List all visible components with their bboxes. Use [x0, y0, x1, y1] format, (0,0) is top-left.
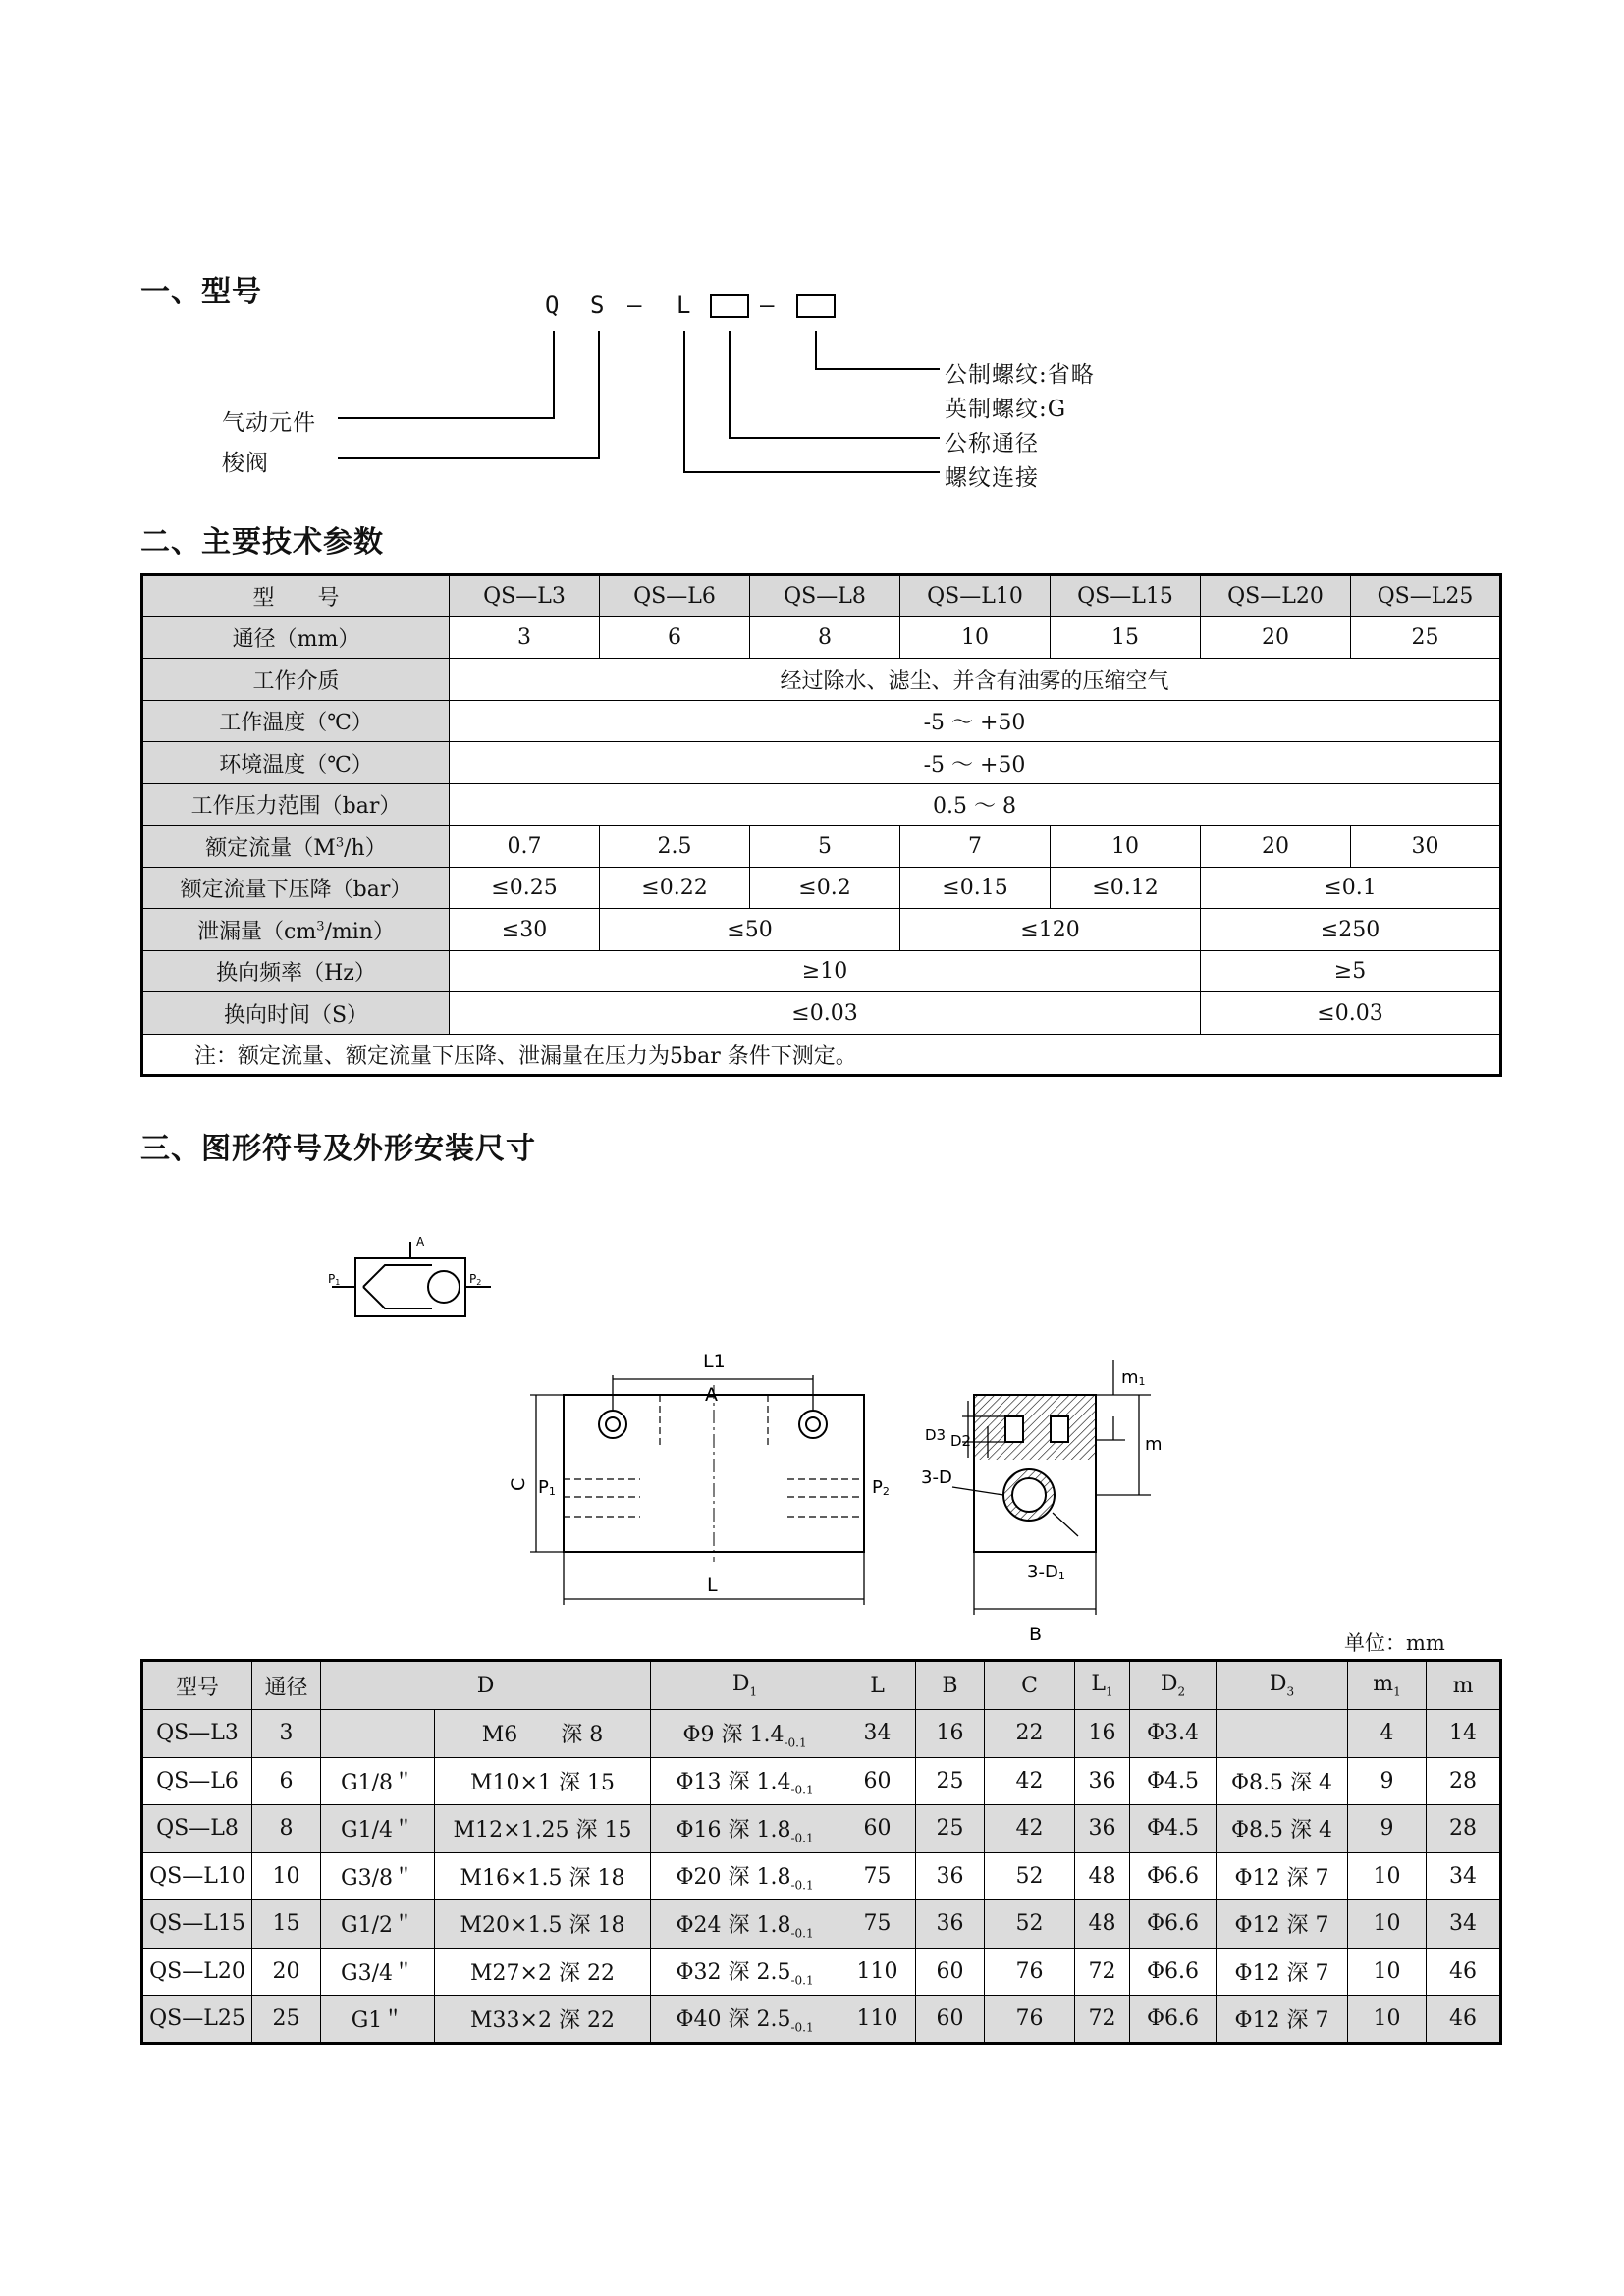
dim-label-3d1-sub: 1: [1057, 1570, 1065, 1582]
cell-d2: Φ4.5: [1130, 1757, 1217, 1805]
value-cell: 25: [1351, 617, 1501, 659]
cell-l: 60: [839, 1805, 916, 1853]
row-label: 环境温度（℃）: [142, 742, 450, 784]
value-cell: ≥10: [450, 951, 1201, 992]
cell-l1: 48: [1075, 1852, 1130, 1900]
cell-model: QS—L25: [142, 1996, 252, 2044]
dim-label-c: C: [508, 1477, 529, 1491]
dimension-table: [140, 1659, 1502, 2045]
cell-l1: 48: [1075, 1900, 1130, 1949]
dim-label-a: A: [705, 1384, 718, 1406]
header-text: D: [1160, 1672, 1178, 1697]
cell-l1: 72: [1075, 1996, 1130, 2044]
table-row: [142, 1948, 1501, 1996]
cell-dm: M27×2 深 22: [435, 1948, 651, 1996]
cell-model: QS—L8: [142, 1805, 252, 1853]
header-cell: [1348, 1661, 1427, 1710]
table-row: [142, 1852, 1501, 1900]
side-counterbore-right: [1051, 1416, 1068, 1442]
symbol-label-p2-main: P: [469, 1272, 477, 1286]
table-row: [142, 868, 1501, 909]
row-label: 换向频率（Hz）: [142, 951, 450, 992]
table-row: [142, 575, 1501, 617]
value-cell: ≤0.2: [750, 868, 900, 909]
cell-text: Φ16 深 1.8: [676, 1817, 791, 1842]
dim-label-p2-main: P: [872, 1477, 883, 1498]
cell-dg: [321, 1710, 435, 1758]
dim-label-l1: L1: [703, 1351, 726, 1372]
value-cell: ≤0.15: [900, 868, 1051, 909]
table-row: [142, 1035, 1501, 1076]
cell-b: 16: [916, 1710, 985, 1758]
table-note: 注：额定流量、额定流量下压降、泄漏量在压力为5bar 条件下测定。: [142, 1035, 1501, 1076]
cell-bore: 6: [252, 1757, 321, 1805]
table-row: [142, 1805, 1501, 1853]
row-label: 换向时间（S）: [142, 992, 450, 1035]
cell-dm: M33×2 深 22: [435, 1996, 651, 2044]
side-port-inner: [1012, 1478, 1046, 1512]
model-cell: QS—L8: [750, 575, 900, 617]
cell-l1: 16: [1075, 1710, 1130, 1758]
cell-text: Φ9 深 1.4: [682, 1722, 785, 1747]
cell-d2: Φ6.6: [1130, 1900, 1217, 1949]
cell-d3: Φ12 深 7: [1217, 1900, 1348, 1949]
cell-b: 25: [916, 1757, 985, 1805]
table-row: [142, 1710, 1501, 1758]
cell-b: 60: [916, 1996, 985, 2044]
cell-text: Φ20 深 1.8: [676, 1865, 791, 1891]
value-cell: ≤120: [900, 909, 1201, 951]
cell-model: QS—L6: [142, 1757, 252, 1805]
bore-code-box: [711, 295, 748, 317]
value-cell: ≤0.22: [600, 868, 750, 909]
label-text: /min）: [324, 919, 395, 944]
value-cell: 0.5 ～ 8: [450, 784, 1501, 826]
leader-line-s: [338, 331, 599, 458]
dim-label-l: L: [707, 1575, 718, 1596]
tolerance-subscript: -0.1: [784, 1735, 807, 1749]
table-row: [142, 784, 1501, 826]
label-nominal-bore: 公称通径: [945, 431, 1039, 456]
cell-l: 110: [839, 1948, 916, 1996]
value-cell: 7: [900, 826, 1051, 868]
dim-label-3d: 3-D: [921, 1468, 952, 1488]
cell-bore: 20: [252, 1948, 321, 1996]
cell-dm: M16×1.5 深 18: [435, 1852, 651, 1900]
cell-m1: 9: [1348, 1757, 1427, 1805]
header-subscript: 1: [1393, 1684, 1401, 1699]
table-row: [142, 742, 1501, 784]
cell-b: 60: [916, 1948, 985, 1996]
cell-dm: M12×1.25 深 15: [435, 1805, 651, 1853]
cell-d1: [651, 1852, 839, 1900]
dim-label-m1-sub: 1: [1138, 1375, 1146, 1388]
cell-d2: Φ6.6: [1130, 1852, 1217, 1900]
tolerance-subscript: -0.1: [790, 1783, 814, 1797]
header-cell: [1130, 1661, 1217, 1710]
value-cell: ≥5: [1201, 951, 1501, 992]
symbol-label-a: A: [416, 1235, 425, 1249]
value-cell: 8: [750, 617, 900, 659]
value-cell: 20: [1201, 617, 1351, 659]
cell-model: QS—L10: [142, 1852, 252, 1900]
value-cell: ≤0.1: [1201, 868, 1501, 909]
cell-d2: Φ6.6: [1130, 1948, 1217, 1996]
cell-dg: G1＂: [321, 1996, 435, 2044]
row-label: 工作压力范围（bar）: [142, 784, 450, 826]
tolerance-subscript: -0.1: [790, 2020, 814, 2035]
label-text: 额定流量（M: [205, 835, 336, 861]
cell-bore: 25: [252, 1996, 321, 2044]
value-cell: 2.5: [600, 826, 750, 868]
cell-dm: M20×1.5 深 18: [435, 1900, 651, 1949]
value-cell: 5: [750, 826, 900, 868]
cell-dg: G3/8＂: [321, 1852, 435, 1900]
cell-text: Φ24 深 1.8: [676, 1912, 791, 1938]
cell-c: 22: [985, 1710, 1075, 1758]
model-cell: QS—L3: [450, 575, 600, 617]
value-cell: ≤250: [1201, 909, 1501, 951]
cell-m: 28: [1427, 1757, 1501, 1805]
label-pneumatic-component: 气动元件: [222, 410, 316, 436]
cell-model: QS—L20: [142, 1948, 252, 1996]
dim-label-p1-sub: 1: [548, 1485, 556, 1498]
cell-dm: M10×1 深 15: [435, 1757, 651, 1805]
table-row: [142, 951, 1501, 992]
header-cell: [651, 1661, 839, 1710]
tech-params-table: [140, 573, 1502, 1077]
code-char-s: S: [590, 292, 605, 319]
model-cell: QS—L10: [900, 575, 1051, 617]
cell-bore: 15: [252, 1900, 321, 1949]
cell-text: Φ40 深 2.5: [676, 2007, 791, 2033]
header-subscript: 1: [1106, 1684, 1113, 1699]
value-cell: ≤50: [600, 909, 900, 951]
row-label: [142, 909, 450, 951]
dimension-table-body: [142, 1710, 1501, 2044]
cell-model: QS—L15: [142, 1900, 252, 1949]
model-cell: QS—L25: [1351, 575, 1501, 617]
mount-hole-left-inner: [606, 1417, 620, 1431]
header-cell: [1217, 1661, 1348, 1710]
cell-c: 76: [985, 1996, 1075, 2044]
dim-label-p1: [538, 1477, 556, 1498]
cell-dg: G1/8＂: [321, 1757, 435, 1805]
header-subscript: 2: [1177, 1684, 1186, 1699]
value-cell: 10: [900, 617, 1051, 659]
table-row: [142, 992, 1501, 1035]
header-cell: D: [321, 1661, 651, 1710]
model-cell: QS—L20: [1201, 575, 1351, 617]
cell-c: 52: [985, 1900, 1075, 1949]
dim-label-b: B: [1029, 1624, 1043, 1645]
cell-d1: [651, 1996, 839, 2044]
value-cell: ≤0.12: [1051, 868, 1201, 909]
dim-label-d3: D3: [925, 1426, 947, 1444]
code-char-dash-2: —: [760, 292, 775, 319]
value-cell: ≤30: [450, 909, 600, 951]
cell-l: 75: [839, 1852, 916, 1900]
symbol-label-p2: [469, 1272, 481, 1287]
cell-m1: 10: [1348, 1948, 1427, 1996]
label-shuttle-valve: 梭阀: [222, 451, 269, 476]
header-text: D: [731, 1672, 750, 1697]
cell-l1: 36: [1075, 1757, 1130, 1805]
value-cell: 30: [1351, 826, 1501, 868]
shuttle-valve-symbol: [324, 1232, 501, 1330]
superscript: 3: [335, 835, 345, 851]
cell-dm: M6 深 8: [435, 1710, 651, 1758]
value-cell: 10: [1051, 826, 1201, 868]
cell-model: QS—L3: [142, 1710, 252, 1758]
tolerance-subscript: -0.1: [790, 1925, 814, 1940]
mount-hole-left: [599, 1411, 626, 1438]
cell-bore: 10: [252, 1852, 321, 1900]
cell-bore: 3: [252, 1710, 321, 1758]
code-char-dash-1: —: [627, 292, 642, 319]
cell-dg: G1/4＂: [321, 1805, 435, 1853]
row-label: 额定流量下压降（bar）: [142, 868, 450, 909]
cell-d3: Φ12 深 7: [1217, 1996, 1348, 2044]
value-cell: ≤0.25: [450, 868, 600, 909]
cell-b: 36: [916, 1852, 985, 1900]
symbol-ball: [428, 1271, 460, 1303]
value-cell: 6: [600, 617, 750, 659]
label-threaded-connection: 螺纹连接: [945, 465, 1039, 491]
dim-label-m1: [1121, 1367, 1146, 1388]
dim-label-3d1-main: 3-D: [1027, 1562, 1058, 1582]
value-cell: 经过除水、滤尘、并含有油雾的压缩空气: [450, 659, 1501, 701]
superscript: 3: [316, 919, 325, 934]
thread-code-box: [797, 295, 835, 317]
cell-d3: Φ12 深 7: [1217, 1852, 1348, 1900]
label-text: /h）: [344, 835, 387, 861]
cell-m: 46: [1427, 1948, 1501, 1996]
cell-l1: 36: [1075, 1805, 1130, 1853]
cell-b: 25: [916, 1805, 985, 1853]
tolerance-subscript: -0.1: [790, 1878, 814, 1893]
value-cell: 0.7: [450, 826, 600, 868]
code-char-q: Q: [545, 292, 560, 319]
cell-c: 42: [985, 1757, 1075, 1805]
cell-c: 42: [985, 1805, 1075, 1853]
value-cell: ≤0.03: [450, 992, 1201, 1035]
cell-d1: [651, 1900, 839, 1949]
header-text: D: [1269, 1672, 1287, 1697]
header-cell: 型号: [142, 1661, 252, 1710]
cell-l1: 72: [1075, 1948, 1130, 1996]
header-text: m: [1373, 1672, 1394, 1697]
symbol-seat-left-upper: [363, 1265, 432, 1287]
row-label: [142, 826, 450, 868]
value-cell: 3: [450, 617, 600, 659]
header-subscript: 1: [749, 1684, 758, 1699]
section-2-title: 二、主要技术参数: [140, 525, 384, 560]
mount-hole-right-inner: [806, 1417, 820, 1431]
side-counterbore-left: [1005, 1416, 1023, 1442]
symbol-seat-left-lower: [363, 1287, 432, 1308]
header-text: L: [1091, 1672, 1106, 1697]
dimension-drawing: [508, 1320, 1178, 1659]
header-subscript: 3: [1286, 1684, 1295, 1699]
cell-b: 36: [916, 1900, 985, 1949]
cell-m: 34: [1427, 1900, 1501, 1949]
label-text: 泄漏量（cm: [197, 919, 317, 944]
leader-line-l: [684, 331, 940, 472]
cell-l: 60: [839, 1757, 916, 1805]
cell-m1: 10: [1348, 1996, 1427, 2044]
leader-line-thread: [816, 331, 940, 369]
cell-d1: [651, 1948, 839, 1996]
label-imperial-thread: 英制螺纹:G: [945, 397, 1067, 422]
cell-dg: G3/4＂: [321, 1948, 435, 1996]
cell-m: 28: [1427, 1805, 1501, 1853]
cell-text: Φ32 深 2.5: [676, 1960, 791, 1986]
cell-d1: [651, 1805, 839, 1853]
section-3-title: 三、图形符号及外形安装尺寸: [140, 1132, 536, 1166]
cell-l: 75: [839, 1900, 916, 1949]
symbol-label-p1-main: P: [328, 1272, 336, 1286]
code-char-l: L: [677, 292, 691, 319]
header-cell: 通径: [252, 1661, 321, 1710]
value-cell: -5 ～ +50: [450, 742, 1501, 784]
dim-label-p2-sub: 2: [882, 1485, 890, 1498]
cell-text: Φ13 深 1.4: [676, 1770, 791, 1795]
section-1-title: 一、型号: [140, 275, 262, 309]
cell-m1: 4: [1348, 1710, 1427, 1758]
symbol-label-p2-sub: 2: [476, 1278, 482, 1287]
cell-l: 110: [839, 1996, 916, 2044]
table-row: [142, 701, 1501, 742]
cell-m: 14: [1427, 1710, 1501, 1758]
cell-l: 34: [839, 1710, 916, 1758]
header-cell: [1075, 1661, 1130, 1710]
mount-hole-right: [799, 1411, 827, 1438]
cell-m1: 9: [1348, 1805, 1427, 1853]
header-cell: B: [916, 1661, 985, 1710]
leader-line-bore: [730, 331, 940, 438]
row-label: 工作介质: [142, 659, 450, 701]
symbol-label-p1-sub: 1: [335, 1278, 341, 1287]
cell-dg: G1/2＂: [321, 1900, 435, 1949]
table-row: [142, 1900, 1501, 1949]
header-cell: L: [839, 1661, 916, 1710]
cell-d2: Φ3.4: [1130, 1710, 1217, 1758]
row-label: 通径（mm）: [142, 617, 450, 659]
cell-c: 76: [985, 1948, 1075, 1996]
cell-m: 34: [1427, 1852, 1501, 1900]
cell-c: 52: [985, 1852, 1075, 1900]
label-metric-thread: 公制螺纹:省略: [945, 362, 1095, 388]
value-cell: -5 ～ +50: [450, 701, 1501, 742]
dim-label-p2: [872, 1477, 890, 1498]
table-row: [142, 617, 1501, 659]
dim-label-3d1: [1027, 1562, 1065, 1582]
symbol-label-p1: [328, 1272, 340, 1287]
table-row: [142, 826, 1501, 868]
cell-d1: [651, 1757, 839, 1805]
value-cell: 15: [1051, 617, 1201, 659]
header-cell: m: [1427, 1661, 1501, 1710]
cell-d2: Φ4.5: [1130, 1805, 1217, 1853]
table-row: [142, 1996, 1501, 2044]
cell-bore: 8: [252, 1805, 321, 1853]
table-row: [142, 659, 1501, 701]
cell-d2: Φ6.6: [1130, 1996, 1217, 2044]
leader-line-q: [338, 331, 554, 418]
model-cell: QS—L15: [1051, 575, 1201, 617]
value-cell: 20: [1201, 826, 1351, 868]
dim-label-m1-main: m: [1121, 1367, 1139, 1388]
header-model-label: 型 号: [142, 575, 450, 617]
cell-d3: Φ8.5 深 4: [1217, 1805, 1348, 1853]
table-row: [142, 1661, 1501, 1710]
unit-label: 单位：mm: [1344, 1631, 1445, 1655]
cell-d3: Φ12 深 7: [1217, 1948, 1348, 1996]
tolerance-subscript: -0.1: [790, 1830, 814, 1844]
cell-m1: 10: [1348, 1900, 1427, 1949]
value-cell: ≤0.03: [1201, 992, 1501, 1035]
cell-d3: [1217, 1710, 1348, 1758]
row-label: 工作温度（℃）: [142, 701, 450, 742]
cell-d1: [651, 1710, 839, 1758]
dim-label-m: m: [1145, 1434, 1163, 1455]
table-row: [142, 1757, 1501, 1805]
dim-label-p1-main: P: [538, 1477, 549, 1498]
model-cell: QS—L6: [600, 575, 750, 617]
table-row: [142, 909, 1501, 951]
cell-m: 46: [1427, 1996, 1501, 2044]
dim-label-d2: D2: [950, 1432, 972, 1450]
cell-d3: Φ8.5 深 4: [1217, 1757, 1348, 1805]
header-cell: C: [985, 1661, 1075, 1710]
tolerance-subscript: -0.1: [790, 1973, 814, 1988]
cell-m1: 10: [1348, 1852, 1427, 1900]
